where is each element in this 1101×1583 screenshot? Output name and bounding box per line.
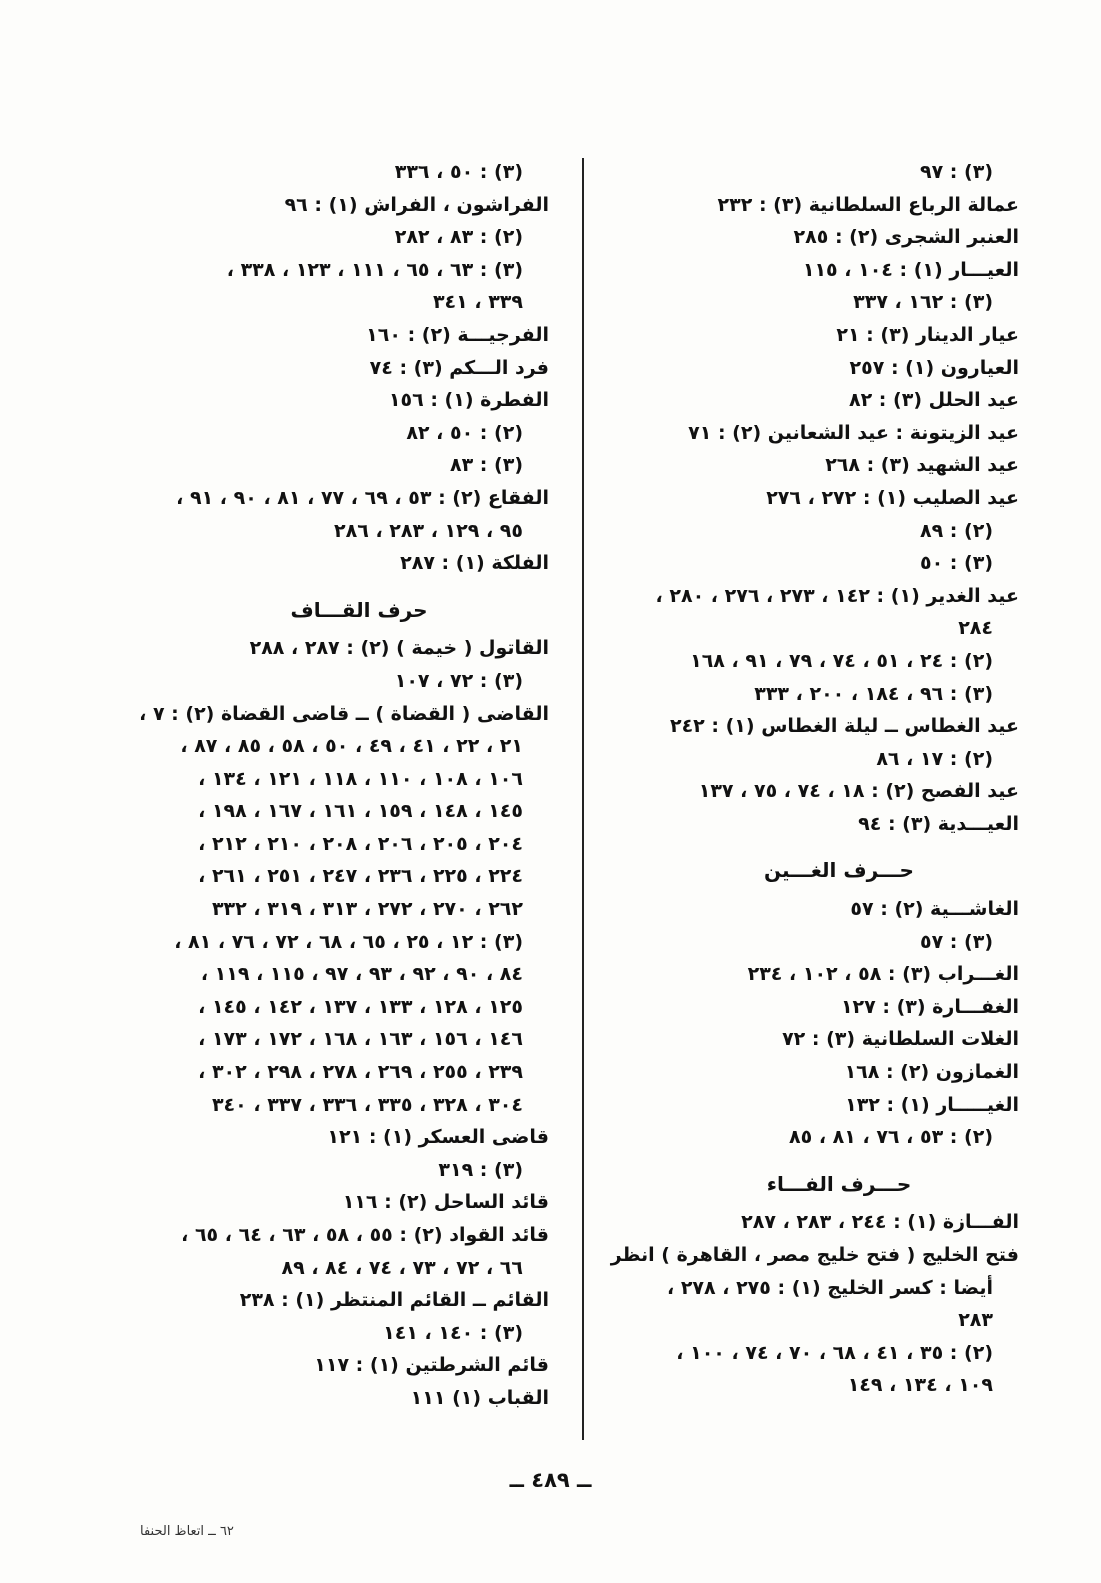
index-column-right <box>599 156 1019 1402</box>
index-column-left <box>109 156 549 1415</box>
index-subentry: (٣) : ١٢ ، ٢٥ ، ٦٥ ، ٦٨ ، ٧٢ ، ٧٦ ، ٨١ ، <box>174 930 523 953</box>
index-continuation: ٨٤ ، ٩٠ ، ٩٢ ، ٩٣ ، ٩٧ ، ١١٥ ، ١١٩ ، <box>200 963 523 986</box>
index-entry: الغلات السلطانية (٣) : ٧٢ <box>782 1028 1019 1051</box>
index-entry: الغمازون (٢) : ١٦٨ <box>844 1061 1019 1084</box>
index-subentry: (٣) : ٩٦ ، ١٨٤ ، ٢٠٠ ، ٣٣٣ <box>754 682 993 705</box>
index-continuation: ١٤٦ ، ١٥٦ ، ١٦٣ ، ١٦٨ ، ١٧٢ ، ١٧٣ ، <box>198 1028 523 1051</box>
index-entry: عيار الدينار (٣) : ٢١ <box>836 323 1019 346</box>
index-entry: الغيـــــار (١) : ١٣٢ <box>845 1093 1019 1116</box>
index-entry: قائد الساحل (٢) : ١١٦ <box>342 1191 549 1214</box>
index-subentry: (٣) : ٣١٩ <box>438 1158 523 1181</box>
column-divider <box>582 158 584 1440</box>
index-subentry: (٣) : ٥٧ <box>919 930 993 953</box>
index-entry: الغاشـــية (٢) : ٥٧ <box>850 898 1019 921</box>
index-entry: الغـــراب (٣) : ٥٨ ، ١٠٢ ، ٢٣٤ <box>747 963 1019 986</box>
index-subentry: (٣) : ٩٧ <box>919 161 993 183</box>
index-entry: فرد الـــكم (٣) : ٧٤ <box>369 356 549 379</box>
index-continuation: ٩٥ ، ١٢٩ ، ٢٨٣ ، ٢٨٦ <box>334 519 523 542</box>
section-heading: حـــرف الفـــاء <box>766 1171 912 1196</box>
index-continuation: ١٤٥ ، ١٤٨ ، ١٥٩ ، ١٦١ ، ١٦٧ ، ١٩٨ ، <box>198 800 523 823</box>
index-continuation: ٢٢٤ ، ٢٢٥ ، ٢٣٦ ، ٢٤٧ ، ٢٥١ ، ٢٦١ ، <box>198 865 523 888</box>
index-subentry: (٢) : ١٧ ، ٨٦ <box>876 747 993 770</box>
index-subentry: (٢) : ٨٩ <box>919 519 993 542</box>
index-entry: عيد الغطاس ــ ليلة الغطاس (١) : ٢٤٢ <box>669 715 1019 738</box>
index-entry: الفـــازة (١) : ٢٤٤ ، ٢٨٣ ، ٢٨٧ <box>741 1211 1019 1234</box>
index-entry: الفرجيـــة (٢) : ١٦٠ <box>366 323 549 346</box>
index-entry: القاضى ( القضاة ) ــ قاضى القضاة (٢) : ٧ ، <box>139 702 549 725</box>
index-continuation: ٢٨٣ <box>958 1309 993 1332</box>
index-entry: القباب (١) ١١١ <box>410 1386 549 1409</box>
index-entry: القاتول ( خيمة ) (٢) : ٢٨٧ ، ٢٨٨ <box>249 637 549 660</box>
index-entry: عيد الزيتونة : عيد الشعانين (٢) : ٧١ <box>688 421 1019 444</box>
index-subentry: (٣) : ١٦٢ ، ٣٣٧ <box>853 291 993 314</box>
section-heading: حـــرف الغـــين <box>764 858 914 883</box>
footer-signature: ٦٢ ــ اتعاظ الحنفا <box>140 1524 234 1539</box>
index-entry: الغفـــارة (٣) : ١٢٧ <box>840 995 1019 1018</box>
index-continuation: ٢٠٤ ، ٢٠٥ ، ٢٠٦ ، ٢٠٨ ، ٢١٠ ، ٢١٢ ، <box>198 832 523 855</box>
index-continuation: أيضا : كسر الخليج (١) : ٢٧٥ ، ٢٧٨ ، <box>666 1276 993 1299</box>
index-entry: قاضى العسكر (١) : ١٢١ <box>327 1126 549 1149</box>
index-continuation: ٣٣٩ ، ٣٤١ <box>432 291 523 314</box>
index-entry: عيد الصليب (١) : ٢٧٢ ، ٢٧٦ <box>766 486 1019 509</box>
page-number: ــ ٤٨٩ ــ <box>509 1468 592 1492</box>
index-subentry: (٣) : ٨٣ <box>449 454 523 477</box>
index-entry: الفطرة (١) : ١٥٦ <box>388 389 549 412</box>
index-subentry: (٢) : ٢٤ ، ٥١ ، ٧٤ ، ٧٩ ، ٩١ ، ١٦٨ <box>690 649 993 672</box>
index-entry: العيارون (١) : ٢٥٧ <box>849 356 1019 379</box>
index-entry: عيد الشهيد (٣) : ٢٦٨ <box>825 454 1019 477</box>
index-subentry: (٣) : ١٤٠ ، ١٤١ <box>383 1321 523 1344</box>
index-continuation: ٢٦٢ ، ٢٧٠ ، ٢٧٢ ، ٣١٣ ، ٣١٩ ، ٣٣٢ <box>211 898 523 921</box>
index-entry: الفقاع (٢) : ٥٣ ، ٦٩ ، ٧٧ ، ٨١ ، ٩٠ ، ٩١ ، <box>176 486 549 509</box>
index-entry: العنبر الشجرى (٢) : ٢٨٥ <box>793 226 1019 249</box>
index-subentry: (٢) : ٥٣ ، ٧٦ ، ٨١ ، ٨٥ <box>789 1126 993 1149</box>
index-entry: عيد الحلل (٣) : ٨٢ <box>848 389 1019 412</box>
index-entry: قائم الشرطتين (١) : ١١٧ <box>314 1354 549 1377</box>
index-continuation: ٢٣٩ ، ٢٥٥ ، ٢٦٩ ، ٢٧٨ ، ٢٩٨ ، ٣٠٢ ، <box>198 1061 523 1084</box>
index-subentry: (٢) : ٣٥ ، ٤١ ، ٦٨ ، ٧٠ ، ٧٤ ، ١٠٠ ، <box>676 1341 993 1364</box>
index-subentry: (٣) : ٥٠ ، ٣٣٦ <box>394 161 523 183</box>
index-entry: فتح الخليج ( فتح خليج مصر ، القاهرة ) انظر <box>610 1244 1019 1266</box>
index-continuation: ١٠٩ ، ١٣٤ ، ١٤٩ <box>847 1374 993 1397</box>
index-entry: عمالة الرباع السلطانية (٣) : ٢٣٢ <box>717 193 1019 216</box>
index-entry: الفراشون ، الفراش (١) : ٩٦ <box>284 193 549 216</box>
index-continuation: ١٠٦ ، ١٠٨ ، ١١٠ ، ١١٨ ، ١٢١ ، ١٣٤ ، <box>198 767 523 790</box>
index-continuation: ١٢٥ ، ١٢٨ ، ١٣٣ ، ١٣٧ ، ١٤٢ ، ١٤٥ ، <box>198 995 523 1018</box>
index-subentry: (٣) : ٧٢ ، ١٠٧ <box>394 669 523 692</box>
index-entry: القائم ــ القائم المنتظر (١) : ٢٣٨ <box>239 1289 549 1312</box>
index-entry: العيـــار (١) : ١٠٤ ، ١١٥ <box>802 258 1019 281</box>
index-entry: عيد الفصح (٢) : ١٨ ، ٧٤ ، ٧٥ ، ١٣٧ <box>698 780 1019 803</box>
index-subentry: (٢) : ٨٣ ، ٢٨٢ <box>394 226 523 249</box>
section-heading: حرف القـــاف <box>290 597 428 622</box>
index-entry: الفلكة (١) : ٢٨٧ <box>400 552 549 575</box>
index-entry: العيـــدية (٣) : ٩٤ <box>858 812 1019 835</box>
index-subentry: (٢) : ٥٠ ، ٨٢ <box>406 421 523 444</box>
index-continuation: ٢١ ، ٢٢ ، ٤١ ، ٤٩ ، ٥٠ ، ٥٨ ، ٨٥ ، ٨٧ ، <box>180 735 523 758</box>
index-entry: قائد القواد (٢) : ٥٥ ، ٥٨ ، ٦٣ ، ٦٤ ، ٦٥ ، <box>181 1224 549 1246</box>
index-subentry: (٣) : ٥٠ <box>919 552 993 575</box>
index-continuation: ٦٦ ، ٧٢ ، ٧٣ ، ٧٤ ، ٨٤ ، ٨٩ <box>281 1256 523 1279</box>
index-entry: عيد الغدير (١) : ١٤٢ ، ٢٧٣ ، ٢٧٦ ، ٢٨٠ ، <box>655 584 1019 607</box>
index-subentry: (٣) : ٦٣ ، ٦٥ ، ١١١ ، ١٢٣ ، ٣٣٨ ، <box>226 258 523 281</box>
index-continuation: ٢٨٤ <box>958 617 993 640</box>
index-continuation: ٣٠٤ ، ٣٢٨ ، ٣٣٥ ، ٣٣٦ ، ٣٣٧ ، ٣٤٠ <box>211 1093 523 1116</box>
